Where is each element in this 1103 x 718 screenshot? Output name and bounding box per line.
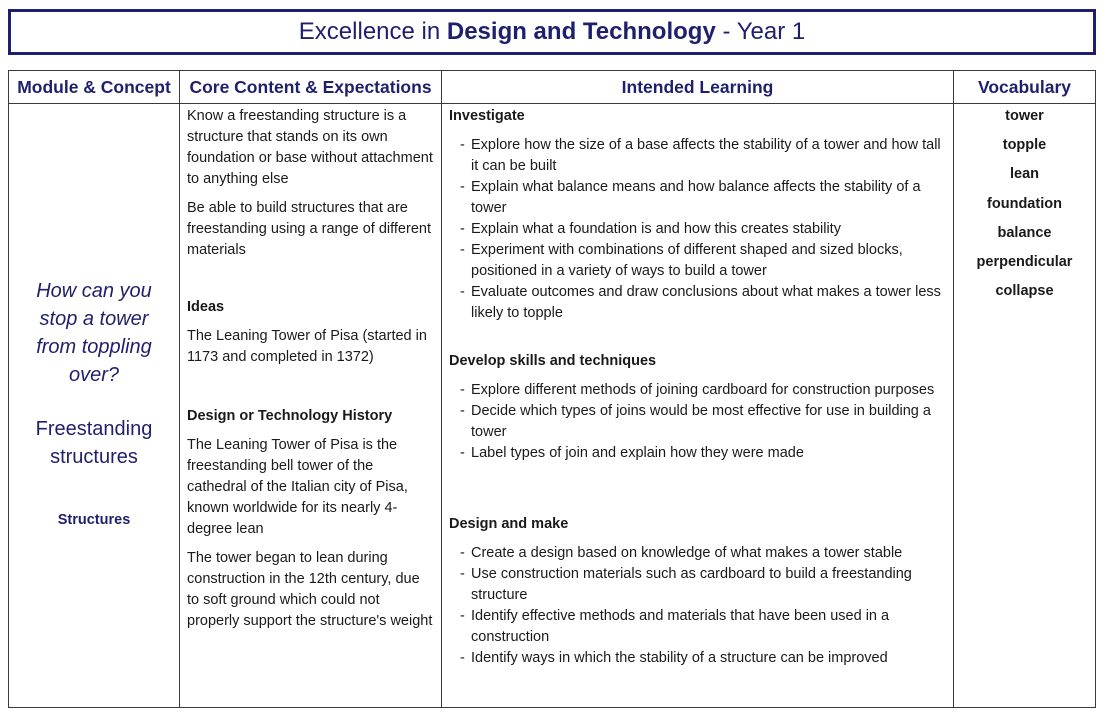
vocabulary-word: balance	[997, 224, 1052, 241]
list-item: - Explain what a foundation is and how this creates stability	[449, 219, 947, 240]
list-item: - Label types of join and explain how they were made	[449, 443, 947, 464]
title-prefix: Excellence in	[298, 18, 447, 45]
module-topic: Structures	[57, 512, 131, 528]
module-question-line: stop a tower	[39, 308, 149, 330]
module-question	[9, 277, 179, 389]
core-block-history	[187, 406, 433, 632]
bullet-list	[449, 135, 947, 324]
list-item: - Identify ways in which the stability of a structure can be improved	[449, 648, 947, 669]
column-header-learning: Intended Learning	[442, 71, 954, 104]
title-subject: Design and Technology	[446, 18, 716, 45]
history-heading: Design or Technology History	[187, 408, 393, 424]
section-title: Develop skills and techniques	[449, 353, 657, 369]
vocabulary-cell	[954, 104, 1096, 708]
module-concept	[9, 415, 179, 471]
section-title: Investigate	[449, 108, 525, 124]
column-header-module: Module & Concept	[9, 71, 180, 104]
section-title: Design and make	[449, 516, 569, 532]
list-item: - Identify effective methods and materials that have been used in a construction	[449, 606, 947, 648]
table-row	[9, 104, 1096, 708]
module-question-line: over?	[68, 364, 120, 386]
module-question-line: How can you	[36, 280, 152, 302]
intended-learning-cell	[442, 104, 954, 708]
title-suffix: - Year 1	[715, 18, 806, 45]
core-paragraph: Be able to build structures that are freestanding using a range of different materials	[187, 200, 431, 258]
list-item: - Explore how the size of a base affects the stability of a tower and how tall it can be built	[449, 135, 947, 177]
table-header-row	[9, 71, 1096, 104]
column-header-core: Core Content & Expectations	[180, 71, 442, 104]
list-item: - Experiment with combinations of different shaped and sized blocks, positioned in a variety of ways to build a tower	[449, 240, 947, 282]
section-design-make	[449, 514, 947, 669]
vocabulary-word: collapse	[995, 283, 1054, 300]
module-cell	[9, 104, 180, 708]
vocabulary-word: perpendicular	[976, 253, 1073, 270]
history-paragraph: The tower began to lean during construction in the 12th century, due to soft ground which could not properly support the structure's weight	[187, 550, 433, 629]
core-content-cell	[180, 104, 442, 708]
bullet-list	[449, 543, 947, 669]
vocabulary-word: topple	[1002, 137, 1047, 154]
ideas-text: The Leaning Tower of Pisa (started in 1173 and completed in 1372)	[187, 328, 427, 365]
history-paragraph: The Leaning Tower of Pisa is the freestanding bell tower of the cathedral of the Italian city of Pisa, known worldwide for its nearly 4-degree lean	[187, 437, 408, 537]
list-item: - Create a design based on knowledge of what makes a tower stable	[449, 543, 947, 564]
module-concept-line: structures	[50, 446, 138, 468]
core-block-ideas	[187, 297, 433, 368]
list-item: - Evaluate outcomes and draw conclusions about what makes a tower less likely to topple	[449, 282, 947, 324]
list-item: - Decide which types of joins would be most effective for use in building a tower	[449, 401, 947, 443]
core-block-expectations	[187, 106, 433, 261]
section-investigate	[449, 106, 947, 324]
column-header-vocab: Vocabulary	[954, 71, 1096, 104]
curriculum-table	[8, 70, 1096, 708]
vocabulary-word: tower	[1005, 108, 1044, 124]
list-item: - Explore different methods of joining cardboard for construction purposes	[449, 380, 947, 401]
module-question-line: from toppling	[36, 336, 152, 358]
vocabulary-word: lean	[1009, 166, 1039, 183]
bullet-list	[449, 380, 947, 464]
module-concept-line: Freestanding	[35, 418, 153, 440]
vocabulary-word: foundation	[987, 195, 1062, 212]
vocabulary-list	[954, 106, 1095, 310]
list-item: - Explain what balance means and how balance affects the stability of a tower	[449, 177, 947, 219]
list-item: - Use construction materials such as cardboard to build a freestanding structure	[449, 564, 947, 606]
section-skills	[449, 351, 947, 464]
ideas-heading: Ideas	[187, 299, 225, 315]
core-paragraph: Know a freestanding structure is a structure that stands on its own foundation or base without attachment to anything else	[187, 108, 433, 187]
page-title	[8, 9, 1096, 55]
